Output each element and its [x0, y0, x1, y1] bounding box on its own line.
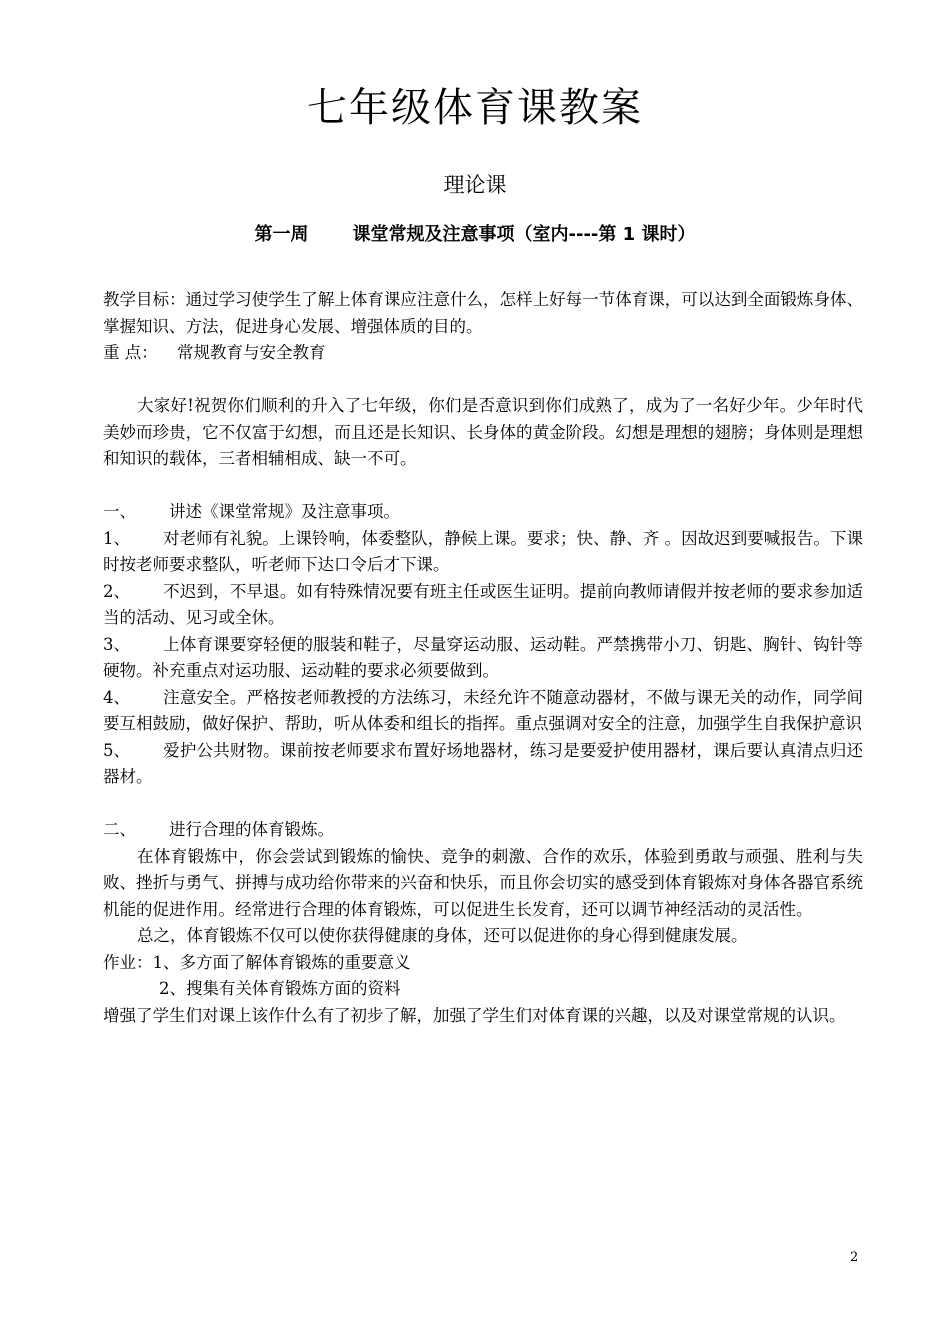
list-item-text: 不迟到，不早退。如有特殊情况要有班主任或医生证明。提前向教师请假并按老师的要求参加适当的活动、见习或全休。	[103, 581, 863, 627]
section1-title: 讲述《课堂常规》及注意事项。	[169, 502, 400, 521]
page-number: 2	[850, 1250, 859, 1265]
section2-title: 进行合理的体育锻炼。	[169, 820, 334, 839]
section2-heading	[103, 817, 863, 844]
list-item-text: 注意安全。严格按老师教授的方法练习，未经允许不随意动器材，不做与课无关的动作，同学间要互相鼓励，做好保护、帮助，听从体委和组长的指挥。重点强调对安全的注意，加强学生自我保护意识	[103, 687, 863, 733]
homework-text-1: 1、多方面了解体育锻炼的重要意义	[152, 952, 411, 972]
section2-conclusion: 总之，体育锻炼不仅可以使你获得健康的身体，还可以促进你的身心得到健康发展。	[137, 926, 748, 945]
lesson-heading	[0, 221, 950, 249]
homework-item-1	[103, 950, 863, 977]
homework-item-2: 2、搜集有关体育锻炼方面的资料	[159, 979, 401, 998]
document-subtitle: 理论课	[443, 173, 507, 197]
section2-paragraph: 在体育锻炼中，你会尝试到锻炼的愉快、竞争的刺激、合作的欢乐，体验到勇敢与顽强、胜利与失败、挫折与勇气、拼搏与成功给你带来的兴奋和快乐，而且你会切实的感受到体育锻炼对身体各器官系统机能的促进作用。经常进行合理的体育锻炼，可以促进生长发育，还可以调节神经活动的灵活性。	[103, 846, 863, 919]
list-item-text: 爱护公共财物。课前按老师要求布置好场地器材，练习是要爱护使用器材，课后要认真清点归还器材。	[103, 740, 863, 786]
key-point	[103, 340, 863, 367]
key-point-text: 常规教育与安全教育	[177, 343, 326, 362]
lesson-week: 第一周	[254, 224, 309, 245]
section2-number: 二、	[103, 820, 136, 839]
list-item-number: 3、	[103, 634, 130, 654]
document-body	[103, 287, 863, 1029]
list-item-text: 对老师有礼貌。上课铃响，体委整队，静候上课。要求；快、静、齐 。因故迟到要喊报告。下课时按老师要求整队，听老师下达口令后才下课。	[103, 528, 863, 574]
section1-number: 一、	[103, 502, 136, 521]
list-item-number: 1、	[103, 528, 130, 548]
list-item	[103, 632, 863, 685]
lesson-summary: 增强了学生们对课上该作什么有了初步了解，加强了学生们对体育课的兴趣，以及对课堂常规的认识。	[103, 1005, 846, 1025]
list-item-number: 5、	[103, 740, 130, 760]
list-item	[103, 685, 863, 738]
list-item-number: 4、	[103, 687, 130, 707]
list-item	[103, 738, 863, 791]
list-item	[103, 579, 863, 632]
list-item-text: 上体育课要穿轻便的服装和鞋子，尽量穿运动服、运动鞋。严禁携带小刀、钥匙、胸针、钩针等硬物。补充重点对运功服、运动鞋的要求必须要做到。	[103, 634, 863, 680]
document-title: 七年级体育课教案	[307, 85, 643, 131]
teaching-objective: 教学目标：通过学习使学生了解上体育课应注意什么，怎样上好每一节体育课，可以达到全面锻炼身体、掌握知识、方法，促进身心发展、增强体质的目的。	[103, 290, 863, 336]
list-item	[103, 526, 863, 579]
intro-paragraph: 大家好!祝贺你们顺利的升入了七年级，你们是否意识到你们成熟了，成为了一名好少年。少年时代美妙而珍贵，它不仅富于幻想，而且还是长知识、长身体的黄金阶段。幻想是理想的翅膀；身体则是理想和知识的载体，三者相辅相成、缺一不可。	[103, 396, 863, 468]
homework-label: 作业：	[103, 952, 153, 972]
list-item-number: 2、	[103, 581, 130, 601]
section1-heading	[103, 499, 863, 526]
key-point-label: 重 点：	[103, 343, 158, 362]
lesson-topic: 课堂常规及注意事项（室内----第 1 课时）	[352, 224, 696, 245]
